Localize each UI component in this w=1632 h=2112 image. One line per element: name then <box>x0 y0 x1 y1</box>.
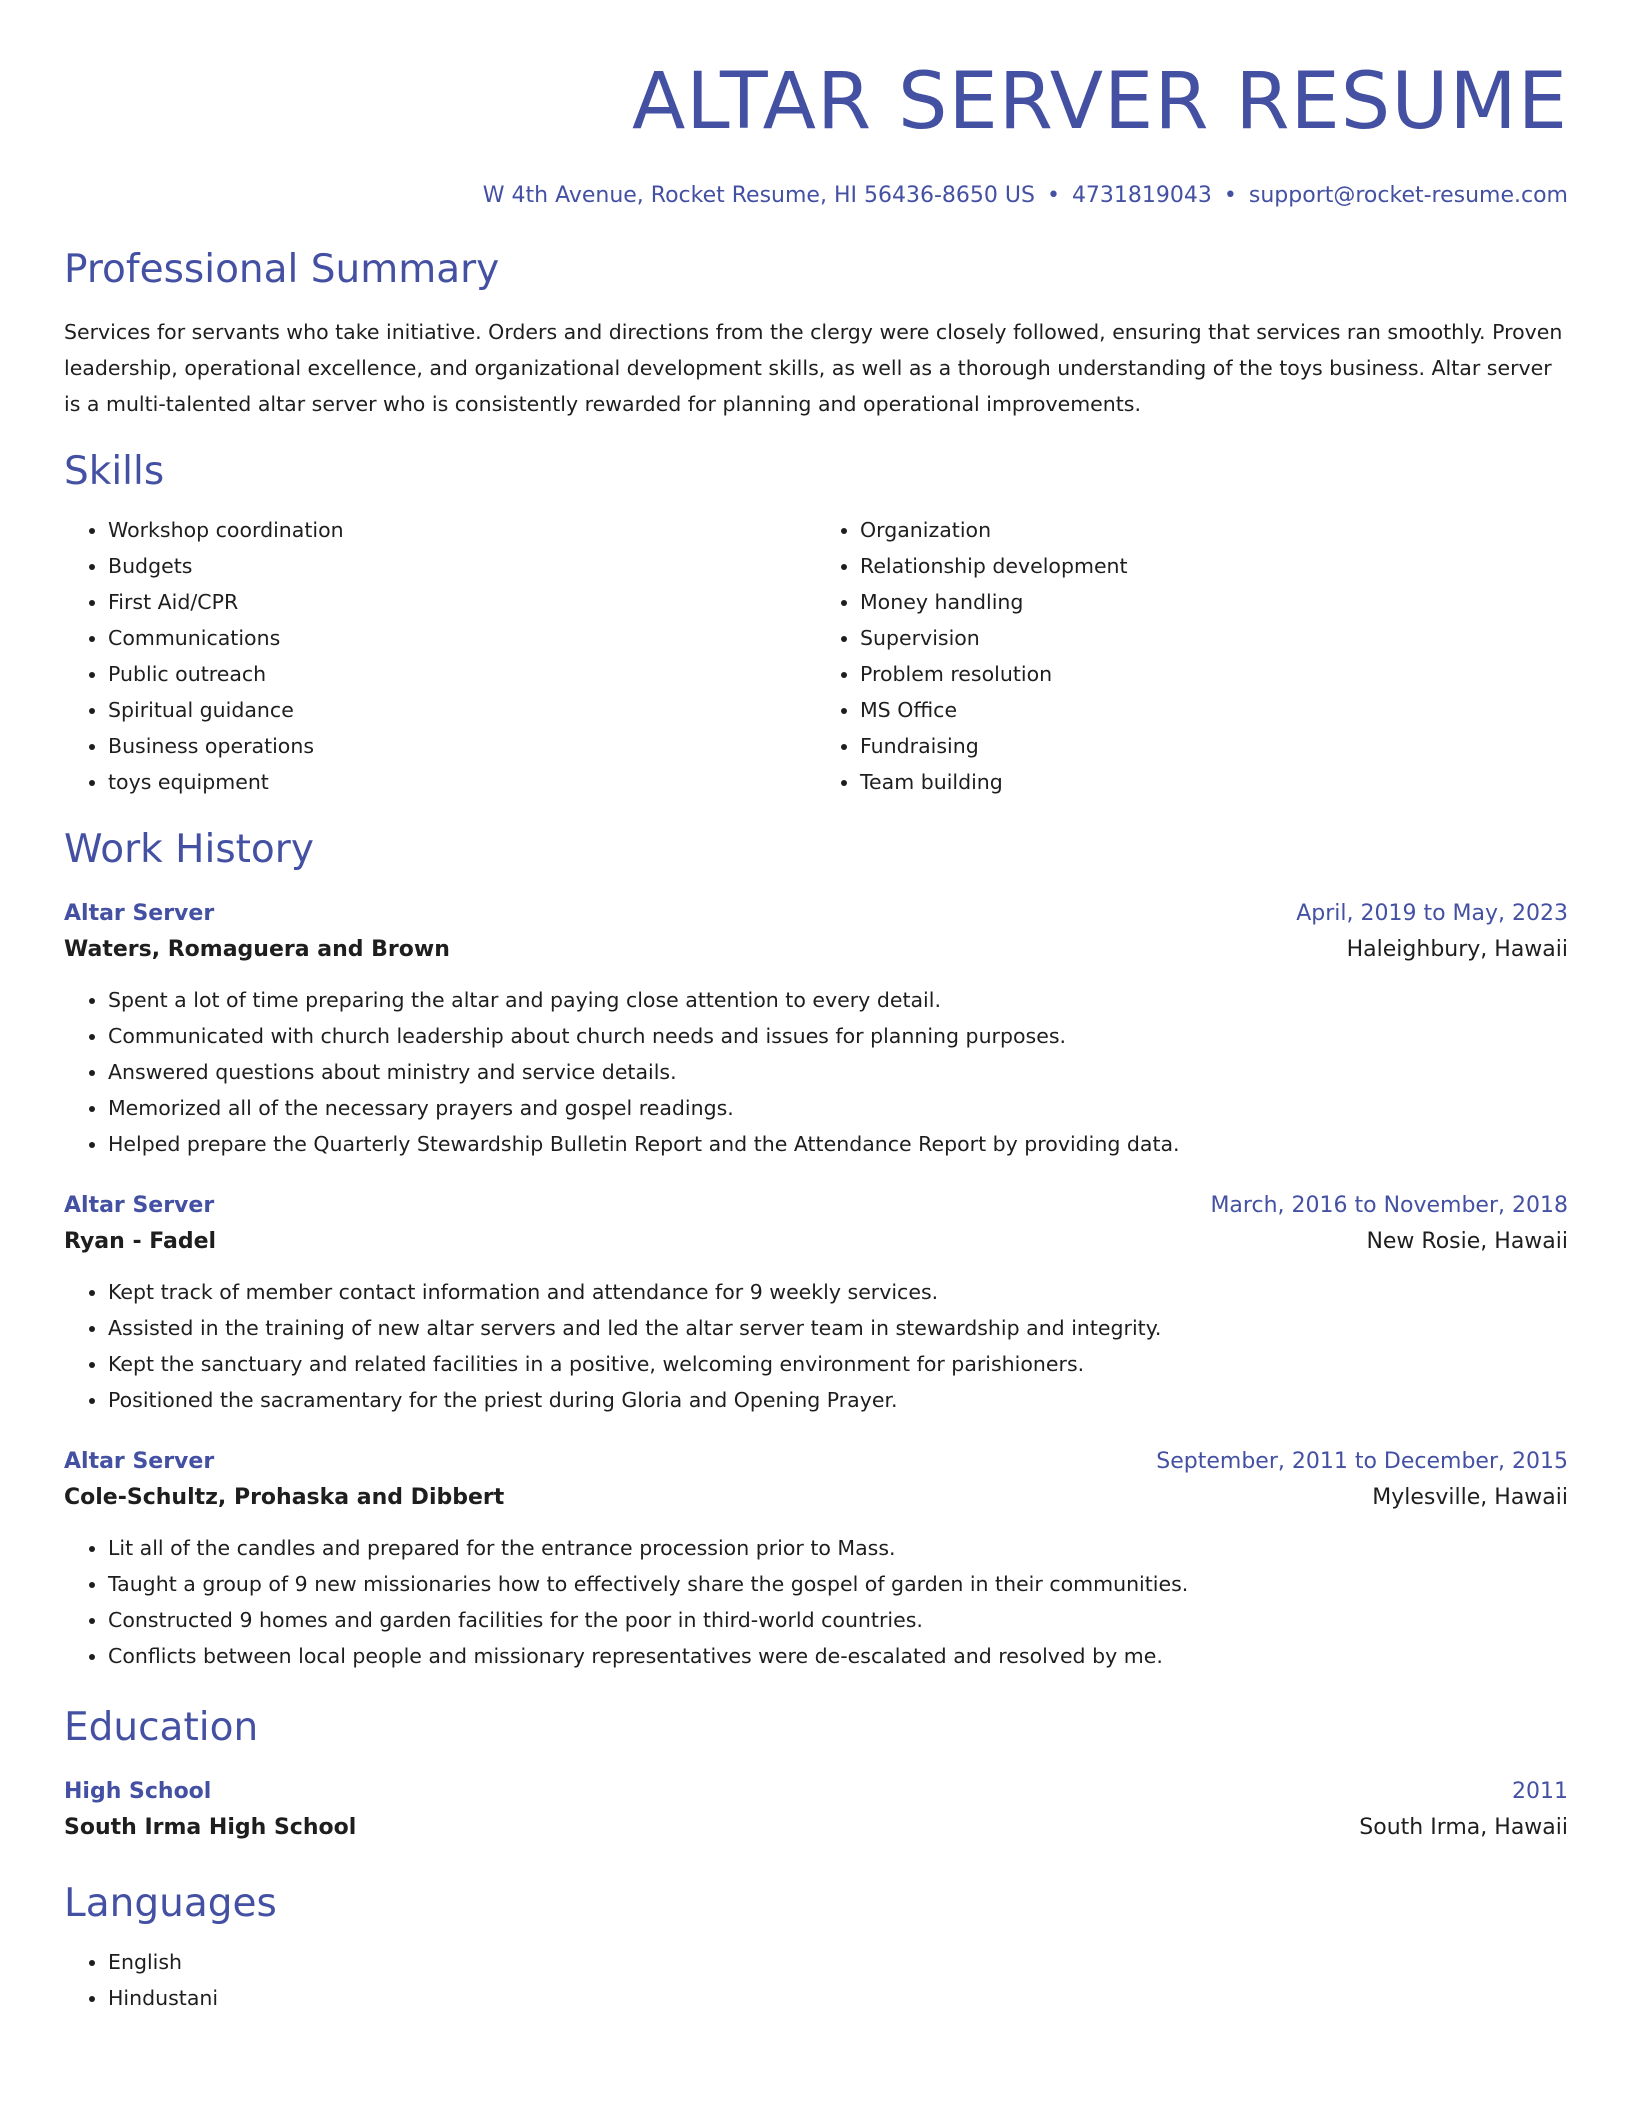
skill-item: • Communications <box>108 620 816 656</box>
job-company: Cole-Schultz, Prohaska and Dibbert <box>64 1485 505 1510</box>
skills-grid <box>64 512 1568 800</box>
job-title: Altar Server <box>64 1193 215 1218</box>
skill-item: • Organization <box>860 512 1568 548</box>
job-bullet: • Kept track of member contact information and attendance for 9 weekly services. <box>108 1274 1568 1310</box>
contact-line <box>64 182 1568 210</box>
contact-phone: 4731819043 <box>1071 183 1212 208</box>
job-company: Waters, Romaguera and Brown <box>64 937 450 962</box>
skill-item: • Budgets <box>108 548 816 584</box>
skill-item: • First Aid/CPR <box>108 584 816 620</box>
education-degree-row <box>64 1776 1568 1808</box>
job-company: Ryan - Fadel <box>64 1229 217 1254</box>
education-year: 2011 <box>1512 1779 1568 1804</box>
skill-item: • Workshop coordination <box>108 512 816 548</box>
job-bullet: • Memorized all of the necessary prayers and gospel readings. <box>108 1090 1568 1126</box>
job-bullet: • Spent a lot of time preparing the altar and paying close attention to every detail. <box>108 982 1568 1018</box>
skill-item: • Business operations <box>108 728 816 764</box>
job-bullet: • Conflicts between local people and missionary representatives were de-escalated and resolved by me. <box>108 1638 1568 1674</box>
job-title: Altar Server <box>64 901 215 926</box>
skill-item: • Public outreach <box>108 656 816 692</box>
job-title-row <box>64 1446 1568 1478</box>
languages-heading: Languages <box>64 1881 277 1926</box>
job-bullet: • Taught a group of 9 new missionaries how to effectively share the gospel of garden in their communities. <box>108 1566 1568 1602</box>
job-bullets <box>64 982 1568 1162</box>
skill-item: • toys equipment <box>108 764 816 800</box>
job-company-row <box>64 1222 1568 1262</box>
skills-heading: Skills <box>64 449 165 494</box>
job-bullets <box>64 1274 1568 1418</box>
job-bullet: • Kept the sanctuary and related facilities in a positive, welcoming environment for parishioners. <box>108 1346 1568 1382</box>
work-history-heading: Work History <box>64 827 314 872</box>
job-bullet: • Helped prepare the Quarterly Stewardship Bulletin Report and the Attendance Report by providing data. <box>108 1126 1568 1162</box>
job-company-row <box>64 1478 1568 1518</box>
education-entry <box>64 1776 1568 1848</box>
education-location: South Irma, Hawaii <box>1359 1815 1568 1840</box>
skill-item: • Team building <box>860 764 1568 800</box>
summary-heading: Professional Summary <box>64 247 500 292</box>
skill-item: • Spiritual guidance <box>108 692 816 728</box>
skill-item: • Fundraising <box>860 728 1568 764</box>
job-title-row <box>64 898 1568 930</box>
job-company-row <box>64 930 1568 970</box>
job-location: Haleighbury, Hawaii <box>1346 937 1568 962</box>
education-school-row <box>64 1808 1568 1848</box>
skill-item: • Relationship development <box>860 548 1568 584</box>
skill-item: • Money handling <box>860 584 1568 620</box>
skills-list-left <box>64 512 816 800</box>
resume-title: ALTAR SERVER RESUME <box>631 57 1568 147</box>
education-heading: Education <box>64 1705 259 1750</box>
contact-separator: • <box>1046 183 1060 208</box>
resume-header <box>64 0 1568 210</box>
job-entry <box>64 898 1568 1162</box>
job-bullet: • Constructed 9 homes and garden facilities for the poor in third-world countries. <box>108 1602 1568 1638</box>
skill-item: • Supervision <box>860 620 1568 656</box>
skills-list-right <box>816 512 1568 800</box>
job-bullet: • Positioned the sacramentary for the priest during Gloria and Opening Prayer. <box>108 1382 1568 1418</box>
job-entry <box>64 1190 1568 1418</box>
job-bullet: • Answered questions about ministry and service details. <box>108 1054 1568 1090</box>
skill-item: • Problem resolution <box>860 656 1568 692</box>
education-degree: High School <box>64 1779 212 1804</box>
job-bullet: • Lit all of the candles and prepared for the entrance procession prior to Mass. <box>108 1530 1568 1566</box>
contact-email: support@rocket-resume.com <box>1248 183 1568 208</box>
job-location: New Rosie, Hawaii <box>1366 1229 1568 1254</box>
job-entry <box>64 1446 1568 1674</box>
job-dates: September, 2011 to December, 2015 <box>1156 1449 1568 1474</box>
job-dates: April, 2019 to May, 2023 <box>1296 901 1568 926</box>
language-item: • English <box>108 1944 1568 1980</box>
job-bullet: • Assisted in the training of new altar servers and led the altar server team in stewardship and integrity. <box>108 1310 1568 1346</box>
contact-separator: • <box>1223 183 1237 208</box>
job-location: Mylesville, Hawaii <box>1372 1485 1568 1510</box>
contact-address: W 4th Avenue, Rocket Resume, HI 56436-8650 US <box>482 183 1035 208</box>
skill-item: • MS Office <box>860 692 1568 728</box>
languages-list <box>64 1944 1568 2016</box>
language-item: • Hindustani <box>108 1980 1568 2016</box>
job-bullet: • Communicated with church leadership about church needs and issues for planning purposes. <box>108 1018 1568 1054</box>
summary-text: Services for servants who take initiative. Orders and directions from the clergy were closely followed, ensuring that services ran smoothly. Proven leadership, operational excellence, and organizational development skills, as well as a thorough understanding of the toys business. Altar server is a multi-talented altar server who is consistently rewarded for planning and operational improvements. <box>64 320 1563 416</box>
job-dates: March, 2016 to November, 2018 <box>1210 1193 1568 1218</box>
job-bullets <box>64 1530 1568 1674</box>
education-school: South Irma High School <box>64 1815 357 1840</box>
job-title: Altar Server <box>64 1449 215 1474</box>
job-title-row <box>64 1190 1568 1222</box>
